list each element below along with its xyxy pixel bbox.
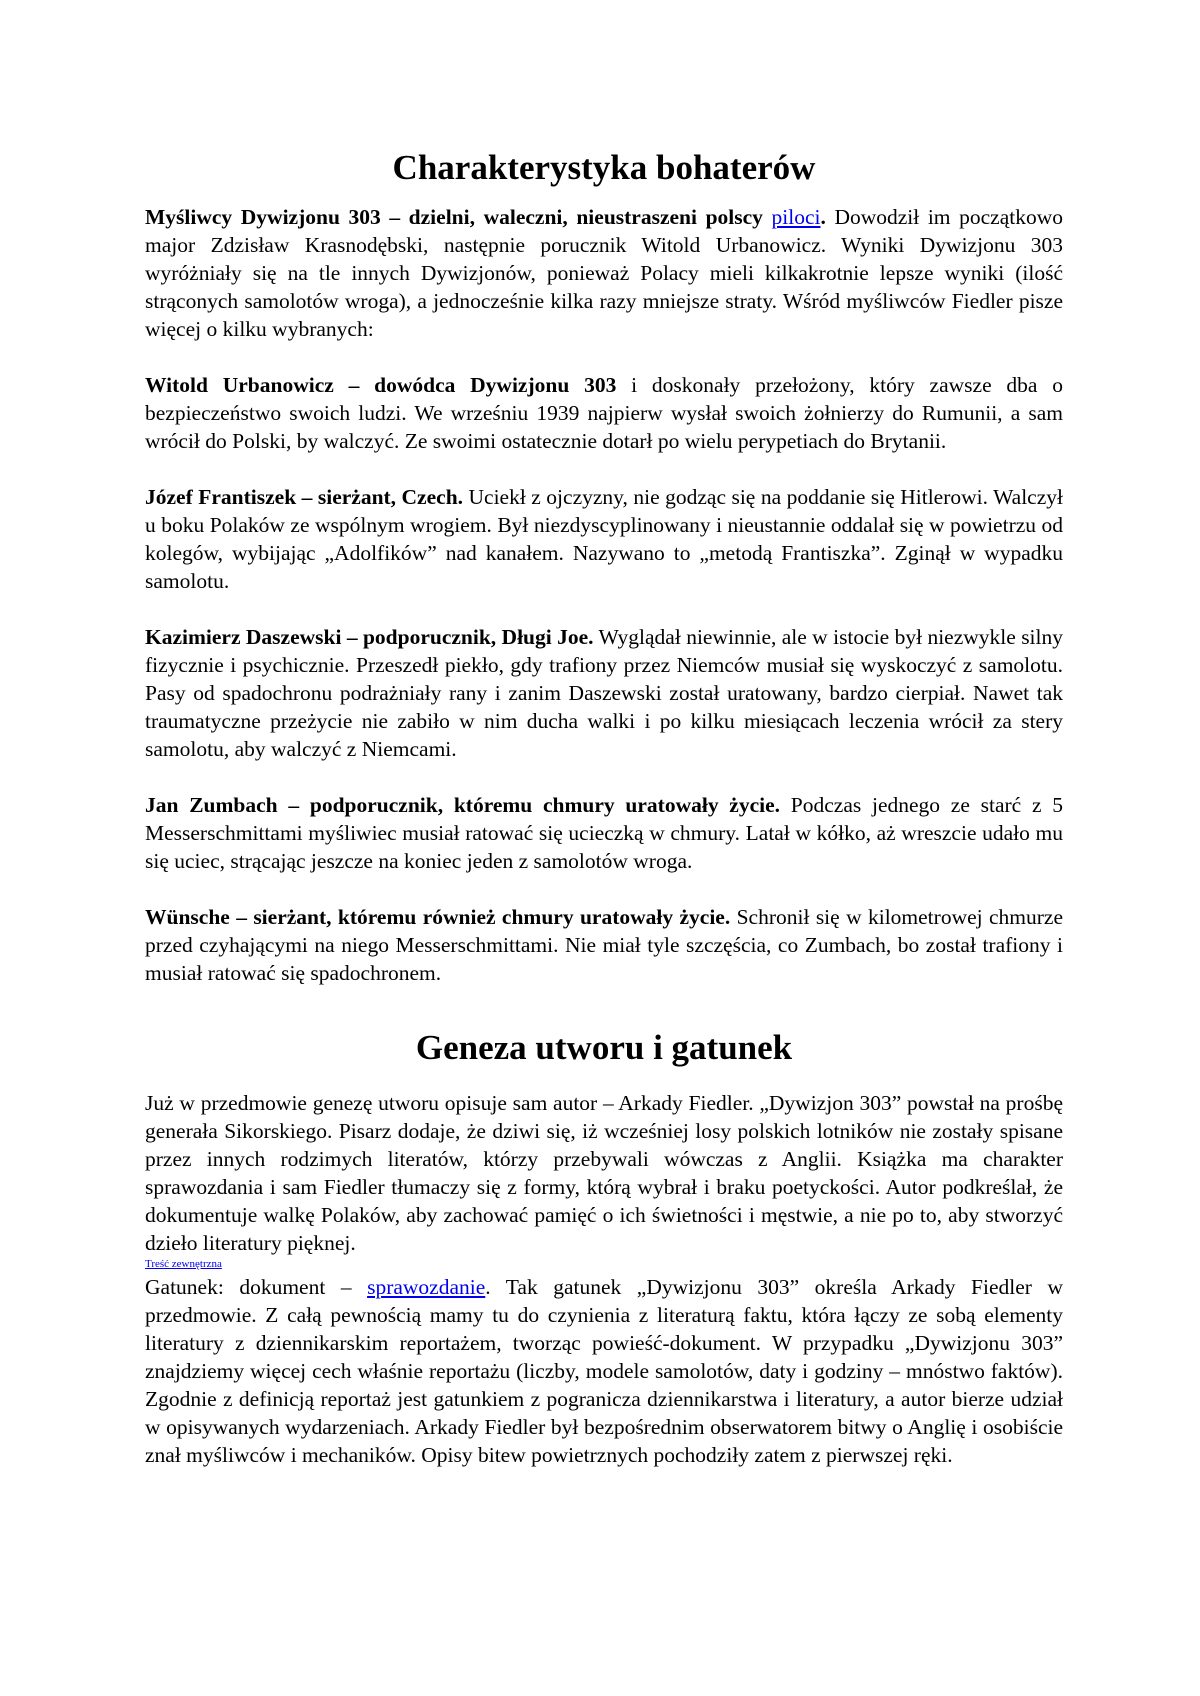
paragraph-urbanowicz-lead: Witold Urbanowicz – dowódca Dywizjonu 303 bbox=[145, 373, 617, 397]
paragraph-pilots-dot: . bbox=[820, 205, 826, 229]
paragraph-genre bbox=[145, 1273, 1063, 1469]
paragraph-genre-lead: Gatunek: dokument – bbox=[145, 1275, 368, 1299]
paragraph-wunsche-text: Schronił się w kilometrowej chmurze przed czyhającymi na niego Messerschmittami. Nie miał tyle szczęścia, co Zumbach, bo został trafiony i musiał ratować się spadochronem. bbox=[145, 905, 1063, 985]
paragraph-pilots bbox=[145, 203, 1063, 343]
document-page bbox=[145, 135, 1063, 1469]
external-content-link[interactable]: Treść zewnętrzna bbox=[145, 1258, 222, 1270]
sprawozdanie-link[interactable]: sprawozdanie bbox=[367, 1275, 486, 1299]
paragraph-zumbach-lead: Jan Zumbach – podporucznik, któremu chmury uratowały życie. bbox=[145, 793, 781, 817]
paragraph-urbanowicz bbox=[145, 371, 1063, 455]
paragraph-frantiszek-text: Uciekł z ojczyzny, nie godząc się na poddanie się Hitlerowi. Walczył u boku Polaków ze wspólnym wrogiem. Był niezdyscyplinowany i nieustannie oddalał się w powietrzu od kolegów, wybijając „Adolfików” nad kanałem. Nazywano to „metodą Frantiszka”. Zginął w wypadku samolotu. bbox=[145, 485, 1063, 593]
paragraph-wunsche-lead: Wünsche – sierżant, któremu również chmury uratowały życie. bbox=[145, 905, 731, 929]
page-title: Charakterystyka bohaterów bbox=[392, 148, 816, 187]
piloci-link[interactable]: piloci bbox=[771, 205, 821, 229]
paragraph-pilots-text: Dowodził im początkowo major Zdzisław Krasnodębski, następnie porucznik Witold Urbanowicz. Wyniki Dywizjonu 303 wyróżniały się na tle innych Dywizjonów, ponieważ Polacy mieli kilkakrotnie lepsze wyniki (ilość strąconych samolotów wroga), a jednocześnie kilka razy mniejsze straty. Wśród myśliwców Fiedler pisze więcej o kilku wybranych: bbox=[145, 205, 1063, 341]
paragraph-zumbach-text: Podczas jednego ze starć z 5 Messerschmittami myśliwiec musiał ratować się ucieczką w chmury. Latał w kółko, aż wreszcie udało mu się uciec, strącając jeszcze na koniec jeden z samolotów wroga. bbox=[145, 793, 1063, 873]
paragraph-genre-text: . Tak gatunek „Dywizjonu 303” określa Arkady Fiedler w przedmowie. Z całą pewnością mamy tu do czynienia z literaturą faktu, która łączy ze sobą elementy literatury z dziennikarskim reportażem, tworząc powieść-dokument. W przypadku „Dywizjonu 303” znajdziemy więcej cech właśnie reportażu (liczby, modele samolotów, daty i godziny – mnóstwo faktów). Zgodnie z definicją reportaż jest gatunkiem z pogranicza dziennikarstwa i literatury, a autor bierze udział w opisywanych wydarzeniach. Arkady Fiedler był bezpośrednim obserwatorem bitwy o Anglię i osobiście znał myśliwców i mechaników. Opisy bitew powietrznych pochodziły zatem z pierwszej ręki. bbox=[145, 1275, 1063, 1467]
paragraph-genesis: Już w przedmowie genezę utworu opisuje sam autor – Arkady Fiedler. „Dywizjon 303” powstał na prośbę generała Sikorskiego. Pisarz dodaje, że dziwi się, iż wcześniej losy polskich lotników nie zostały spisane przez innych rodzimych literatów, którzy przebywali wówczas z Anglii. Książka ma charakter sprawozdania i sam Fiedler tłumaczy się z formy, którą wybrał i braku poetyckości. Autor podkreślał, że dokumentuje walkę Polaków, aby zachować pamięć o ich świetności i męstwie, a nie po to, aby stworzyć dzieło literatury pięknej. bbox=[145, 1091, 1063, 1255]
paragraph-pilots-lead: Myśliwcy Dywizjonu 303 – dzielni, waleczni, nieustraszeni polscy bbox=[145, 205, 763, 229]
paragraph-daszewski-lead: Kazimierz Daszewski – podporucznik, Długi Joe. bbox=[145, 625, 594, 649]
paragraph-frantiszek bbox=[145, 483, 1063, 595]
paragraph-wunsche bbox=[145, 903, 1063, 987]
paragraph-daszewski bbox=[145, 623, 1063, 763]
paragraph-frantiszek-lead: Józef Frantiszek – sierżant, Czech. bbox=[145, 485, 464, 509]
section-title-genesis: Geneza utworu i gatunek bbox=[415, 1028, 793, 1067]
paragraph-zumbach bbox=[145, 791, 1063, 875]
paragraph-daszewski-text: Wyglądał niewinnie, ale w istocie był niezwykle silny fizycznie i psychicznie. Przeszedł piekło, gdy trafiony przez Niemców musiał się wyskoczyć z samolotu. Pasy od spadochronu podrażniały rany i zanim Daszewski został uratowany, bardzo cierpiał. Nawet tak traumatyczne przeżycie nie zabiło w nim ducha walki i po kilku miesiącach leczenia wrócił za stery samolotu, aby walczyć z Niemcami. bbox=[145, 625, 1064, 761]
paragraph-urbanowicz-text: i doskonały przełożony, który zawsze dba o bezpieczeństwo swoich ludzi. We wrześniu 1939 najpierw wysłał swoich żołnierzy do Rumunii, a sam wrócił do Polski, by walczyć. Ze swoimi ostatecznie dotarł po wielu perypetiach do Brytanii. bbox=[145, 373, 1063, 453]
